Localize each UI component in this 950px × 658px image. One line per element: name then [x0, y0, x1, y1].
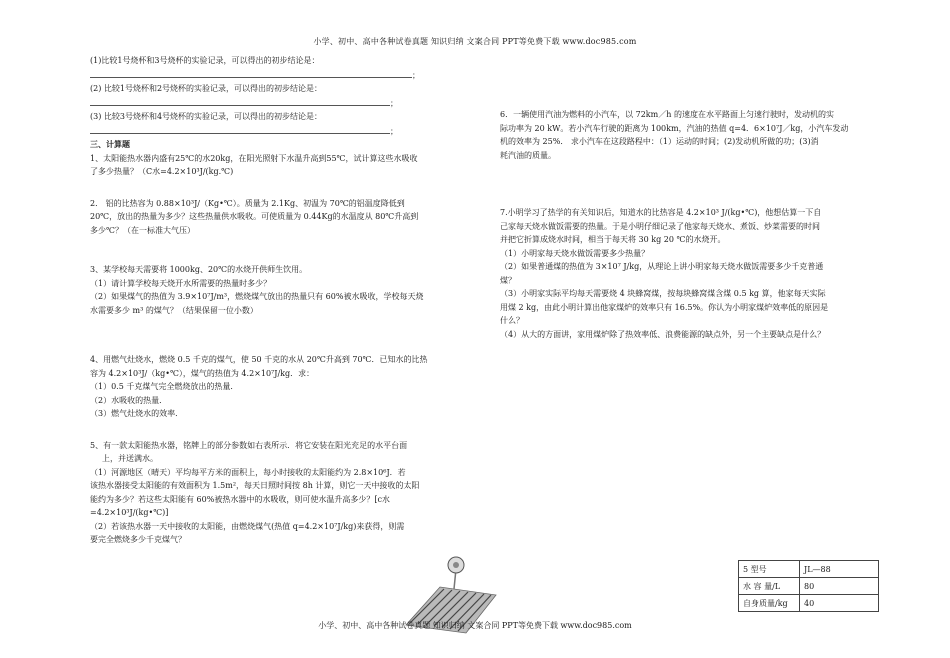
- experiment-question-3: (3) 比较3号烧杯和4号烧杯的实验记录，可以得出的初步结论是：: [90, 112, 323, 121]
- spec-value: 40: [800, 595, 879, 612]
- blank-end-2: ；: [390, 98, 398, 108]
- spec-value: JL—88: [800, 561, 879, 578]
- experiment-question-1: (1)比较1号烧杯和3号烧杯的实验记录，可以得出的初步结论是：: [90, 56, 320, 65]
- calc-question-5-line: （2）若该热水器一天中接收的太阳能，由燃烧煤气(热值 q=4.2×10⁷J/kg)来获得，则需: [90, 521, 405, 531]
- blank-end-3: ；: [390, 126, 398, 136]
- calc-question-3-line: 3、某学校每天需要将 1000kg、20℃的水烧开供师生饮用。: [90, 265, 308, 274]
- calc-question-1-line: 1、太阳能热水器内盛有25℃的水20kg，在阳光照射下水温升高到55℃，试计算这些水吸收: [90, 153, 418, 163]
- calc-question-3-line: 水需要多少 m³ 的煤气？（结果保留一位小数）: [90, 305, 258, 315]
- calc-question-5-line: 5、有一款太阳能热水器，铭牌上的部分参数如右表所示．将它安装在阳光充足的水平台面: [90, 440, 408, 450]
- calc-question-5-line: =4.2×10³J/(kg•℃)]: [90, 508, 169, 517]
- calc-question-2-line: 2． 铝的比热容为 0.88×10³J/（Kg•℃）。质量为 2.1Kg、初温为 70℃的铝温度降低到: [90, 198, 405, 208]
- page-footer: 小学、初中、高中各种试卷真题 知识归纳 文案合同 PPT等免费下载 www.doc985.com: [318, 621, 632, 630]
- calc-question-7-line: （1）小明家每天烧水做饭需要多少热量？: [500, 248, 650, 258]
- section-title: 三、计算题: [90, 139, 130, 149]
- calc-question-1-line: 了多少热量？（C水=4.2×10³J/(kg.℃): [90, 167, 234, 176]
- calc-question-6-line: 6．一辆使用汽油为燃料的小汽车，以 72km／h 的速度在水平路面上匀速行驶时，发动机的实: [500, 110, 834, 119]
- calc-question-6-line: 机的效率为 25%． 求小汽车在这段路程中：（1）运动的时间；(2)发动机所做的功；(3)消: [500, 137, 819, 146]
- calc-question-3-line: （1）请计算学校每天烧开水所需要的热量时多少？: [90, 278, 272, 288]
- calc-question-5-line: 该热水器接受太阳能的有效面积为 1.5m²，每天日照时间按 8h 计算，则它一天中接收的太阳: [90, 481, 420, 490]
- calc-question-7-line: （3）小明家实际平均每天需要烧 4 块蜂窝煤，按每块蜂窝煤含煤 0.5 kg 算，他家每天实际: [500, 289, 826, 298]
- spec-row: [739, 578, 879, 595]
- calc-question-2-line: 20℃，放出的热量为多少？这些热量供水吸收。可使质量为 0.44Kg的水温度从 80℃升高到: [90, 212, 419, 221]
- spec-row: [739, 561, 879, 578]
- calc-question-7-line: （4）从大的方面讲，家用煤炉除了热效率低、浪费能源的缺点外，另一个主要缺点是什么？: [500, 329, 826, 339]
- calc-question-7-line: 煤？: [500, 275, 516, 285]
- page-header: 小学、初中、高中各种试卷真题 知识归纳 文案合同 PPT等免费下载 www.doc985.com: [313, 37, 637, 46]
- spec-key: 5 型号: [739, 561, 800, 578]
- calc-question-4-line: 4、用燃气灶烧水，燃烧 0.5 千克的煤气，使 50 千克的水从 20℃升高到 70℃．已知水的比热: [90, 355, 428, 364]
- answer-blank-3[interactable]: [90, 124, 390, 134]
- calc-question-5-line: 上，并送满水。: [102, 454, 158, 463]
- calc-question-6-line: 耗汽油的质量。: [500, 150, 556, 160]
- spec-key: 自身质量/kg: [739, 595, 800, 612]
- calc-question-4-line: （1）0.5 千克煤气完全燃烧放出的热量．: [90, 382, 239, 391]
- calc-question-2-line: 多少℃？（在一标准大气压）: [90, 225, 195, 235]
- calc-question-7-line: 并把它折算成烧水时间，相当于每天将 30 kg 20 ℃的水烧开。: [500, 235, 726, 244]
- calc-question-5-line: 要完全燃烧多少千克煤气？: [90, 535, 186, 544]
- calc-question-7-line: 用煤 2 kg，由此小明计算出他家煤炉的效率只有 16.5%。你认为小明家煤炉效率低的原因是: [500, 302, 829, 312]
- answer-blank-1[interactable]: [90, 68, 412, 78]
- calc-question-5-line: 能约为多少？若这些太阳能有 60%被热水器中的水吸收，则可使水温升高多少？[c水: [90, 494, 390, 504]
- experiment-question-2: (2) 比较1号烧杯和2号烧杯的实验记录，可以得出的初步结论是：: [90, 84, 323, 93]
- calc-question-5-line: （1）河源地区（晴天）平均每平方米的面积上，每小时接收的太阳能约为 2.8×10⁶J．若: [90, 467, 406, 477]
- spec-key: 水 容 量/L: [739, 578, 800, 595]
- calc-question-6-line: 际功率为 20 kW。若小汽车行驶的距离为 100km，汽油的热值 q=4．6×10⁷J／kg，小汽车发动: [500, 123, 849, 133]
- calc-question-4-line: （3）燃气灶烧水的效率．: [90, 409, 184, 418]
- spec-row: [739, 595, 879, 612]
- calc-question-3-line: （2）如果煤气的热值为 3.9×10⁷J/m³，燃烧煤气放出的热量只有 60%被水吸收，学校每天烧: [90, 292, 424, 301]
- calc-question-4-line: 容为 4.2×10³J/（kg•℃），煤气的热值为 4.2×10⁷J/kg．求：: [90, 368, 315, 378]
- heater-spec-table: [738, 560, 879, 612]
- calc-question-7-line: 什么？: [500, 316, 524, 325]
- answer-blank-2[interactable]: [90, 96, 390, 106]
- calc-question-7-line: （2）如果普通煤的热值为 3×10⁷ J/kg，从理论上讲小明家每天烧水做饭需要多少千克普通: [500, 262, 824, 271]
- calc-question-7-line: 己家每天烧水做饭需要的热量。于是小明仔细记录了他家每天烧水、煮饭、炒菜需要的时间: [500, 221, 820, 231]
- calc-question-7-line: 7.小明学习了热学的有关知识后，知道水的比热容是 4.2×10³ J/(kg•℃)，他想估算一下自: [500, 208, 822, 217]
- blank-end-1: ；: [412, 70, 420, 80]
- spec-value: 80: [800, 578, 879, 595]
- calc-question-4-line: （2）水吸收的热量．: [90, 395, 168, 405]
- left-column: [90, 54, 470, 547]
- right-column: [500, 108, 880, 341]
